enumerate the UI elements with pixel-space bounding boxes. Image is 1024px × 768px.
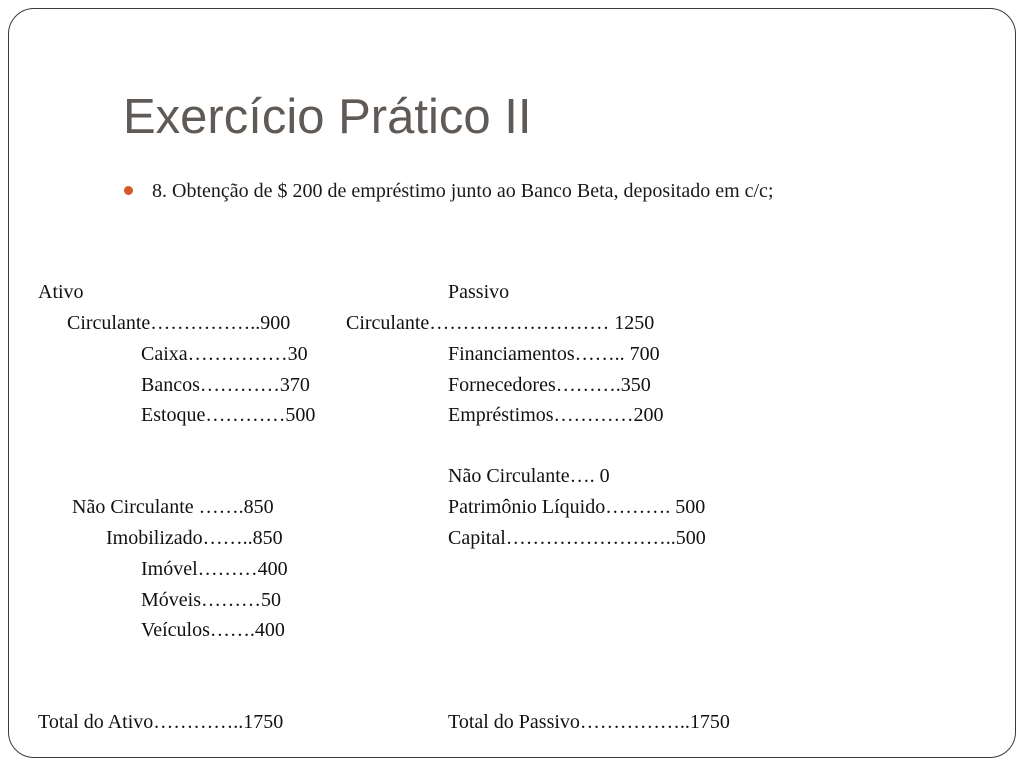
ativo-header: Ativo: [38, 281, 84, 303]
bullet-dot-icon: [124, 186, 133, 195]
passivo-header: Passivo: [448, 281, 510, 303]
ativo-estoque: Estoque…………500: [141, 404, 316, 426]
passivo-emprestimos: Empréstimos…………200: [448, 404, 664, 426]
passivo-capital: Capital……………………..500: [448, 527, 706, 549]
ativo-caixa: Caixa……………30: [141, 343, 308, 365]
passivo-fornecedores: Fornecedores……….350: [448, 374, 651, 396]
passivo-patrimonio-liquido: Patrimônio Líquido………. 500: [448, 496, 706, 518]
passivo-nao-circulante: Não Circulante…. 0: [448, 465, 610, 487]
ativo-circulante: Circulante……………..900: [67, 312, 291, 334]
ativo-total: Total do Ativo…………..1750: [38, 711, 284, 733]
bullet-text: 8. Obtenção de $ 200 de empréstimo junto ao Banco Beta, depositado em c/c;: [152, 180, 774, 202]
ativo-nao-circulante: Não Circulante …….850: [72, 496, 274, 518]
slide-title: Exercício Prático II: [123, 90, 532, 144]
ativo-imobilizado: Imobilizado……..850: [106, 527, 283, 549]
passivo-circulante: Circulante……………………… 1250: [346, 312, 655, 334]
ativo-imovel: Imóvel………400: [141, 558, 288, 580]
ativo-veiculos: Veículos…….400: [141, 619, 285, 641]
ativo-moveis: Móveis………50: [141, 589, 281, 611]
ativo-bancos: Bancos…………370: [141, 374, 310, 396]
passivo-financiamentos: Financiamentos…….. 700: [448, 343, 660, 365]
passivo-total: Total do Passivo……………..1750: [448, 711, 730, 733]
